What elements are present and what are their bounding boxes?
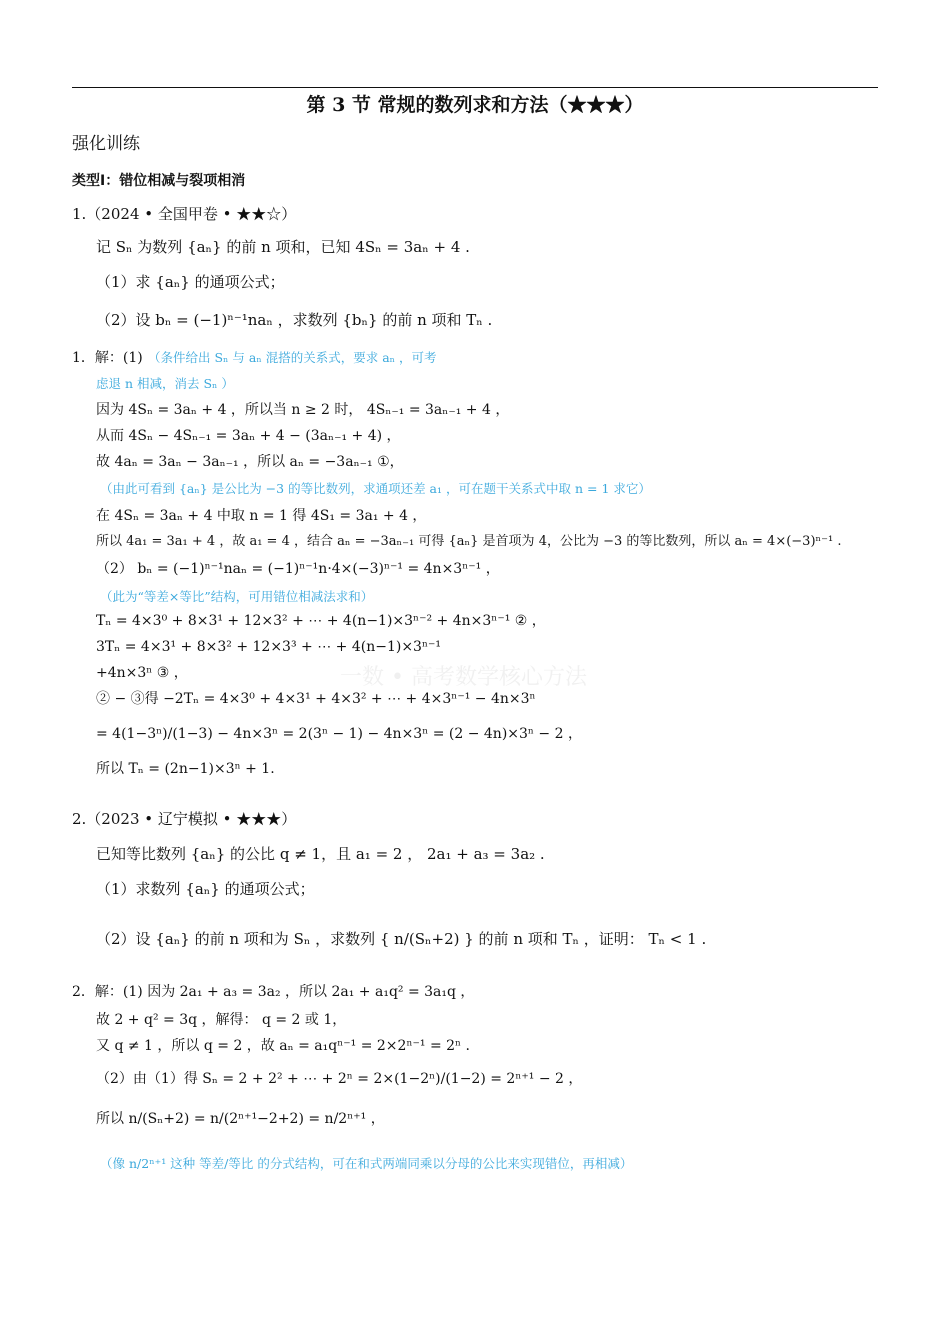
sol1-line2: 从而 4Sₙ − 4Sₙ₋₁ = 3aₙ + 4 − (3aₙ₋₁ + 4) ， [96,428,401,444]
q2-stem: 已知等比数列 {aₙ} 的公比 q ≠ 1，且 a₁ = 2 ， 2a₁ + a₃ = 3a₂ . [96,845,545,863]
sol1-line3: 故 4aₙ = 3aₙ − 3aₙ₋₁ ，所以 aₙ = −3aₙ₋₁ ①， [96,454,404,470]
sol1-note1b: 虑退 n 相减，消去 Sₙ ） [96,376,234,391]
sol2-line2: 故 2 + q² = 3q ，解得： q = 2 或 1， [96,1012,347,1028]
section-heading: 强化训练 [72,134,140,154]
q2-part2: （2）设 {aₙ} 的前 n 项和为 Sₙ ，求数列 { n/(Sₙ+2) } 的前 n 项和 Tₙ ，证明： Tₙ < 1 . [96,930,707,948]
sol2-line3: 又 q ≠ 1 ，所以 q = 2 ，故 aₙ = a₁qⁿ⁻¹ = 2×2ⁿ⁻¹ = 2ⁿ . [96,1038,470,1054]
sol1-line8: 3Tₙ = 4×3¹ + 8×3² + 12×3³ + ⋯ + 4(n−1)×3ⁿ⁻¹ [96,639,442,655]
q1-header: 1.（2024 • 全国甲卷 • ★★☆） [72,205,297,223]
sol2-note: （像 n/2ⁿ⁺¹ 这种 等差/等比 的分式结构，可在和式两端同乘以分母的公比来实现错位，再相减） [100,1156,633,1171]
q1-stem: 记 Sₙ 为数列 {aₙ} 的前 n 项和，已知 4Sₙ = 3aₙ + 4 . [96,238,470,256]
sol1-line12: 所以 Tₙ = (2n−1)×3ⁿ + 1. [96,761,275,777]
sol1-head: 1．解：(1) [72,350,143,366]
sol1-line10: ② − ③得 −2Tₙ = 4×3⁰ + 4×3¹ + 4×3² + ⋯ + 4×3ⁿ⁻¹ − 4n×3ⁿ [96,691,536,707]
type-heading: 类型Ⅰ：错位相减与裂项相消 [72,173,246,189]
q2-header: 2.（2023 • 辽宁模拟 • ★★★） [72,810,297,828]
q2-part1: （1）求数列 {aₙ} 的通项公式； [96,880,315,898]
sol1-line7: Tₙ = 4×3⁰ + 8×3¹ + 12×3² + ⋯ + 4(n−1)×3ⁿ⁻² + 4n×3ⁿ⁻¹ ② ， [96,613,546,629]
page-title: 第 3 节 常规的数列求和方法（★★★） [306,94,644,116]
sol2-line1: 2．解：(1) 因为 2a₁ + a₃ = 3a₂ ，所以 2a₁ + a₁q² = 3a₁q ， [72,984,475,1000]
q1-part2: （2）设 bₙ = (−1)ⁿ⁻¹naₙ ，求数列 {bₙ} 的前 n 项和 Tₙ . [96,311,493,329]
sol2-line4: （2）由（1）得 Sₙ = 2 + 2² + ⋯ + 2ⁿ = 2×(1−2ⁿ)/(1−2) = 2ⁿ⁺¹ − 2 ， [96,1071,583,1087]
q1-part1: （1）求 {aₙ} 的通项公式； [96,273,285,291]
sol1-line5: 所以 4a₁ = 3a₁ + 4 ，故 a₁ = 4 ，结合 aₙ = −3aₙ₋₁ 可得 {aₙ} 是首项为 4，公比为 −3 的等比数列，所以 aₙ = 4×(−3)ⁿ⁻¹ . [96,534,842,549]
sol1-line1: 因为 4Sₙ = 3aₙ + 4 ，所以当 n ≥ 2 时， 4Sₙ₋₁ = 3aₙ₋₁ + 4 ， [96,402,510,418]
sol1-note1a: （条件给出 Sₙ 与 aₙ 混搭的关系式，要求 aₙ ，可考 [148,350,437,365]
sol1-note2: （由此可看到 {aₙ} 是公比为 −3 的等比数列，求通项还差 a₁ ，可在题干关系式中取 n = 1 求它） [100,481,651,496]
top-rule [72,87,878,88]
sol2-line5: 所以 n/(Sₙ+2) = n/(2ⁿ⁺¹−2+2) = n/2ⁿ⁺¹ ， [96,1111,385,1127]
sol1-line9: +4n×3ⁿ ③ ， [96,665,188,681]
watermark: 一数 • 高考数学核心方法 [340,665,587,690]
sol1-line6: （2） bₙ = (−1)ⁿ⁻¹naₙ = (−1)ⁿ⁻¹n·4×(−3)ⁿ⁻¹ = 4n×3ⁿ⁻¹ ， [96,561,500,577]
sol1-line11: = 4(1−3ⁿ)/(1−3) − 4n×3ⁿ = 2(3ⁿ − 1) − 4n×3ⁿ = (2 − 4n)×3ⁿ − 2 ， [96,726,582,742]
sol1-line4: 在 4Sₙ = 3aₙ + 4 中取 n = 1 得 4S₁ = 3a₁ + 4 ， [96,508,427,524]
sol1-note3: （此为“等差×等比”结构，可用错位相减法求和） [100,589,374,604]
